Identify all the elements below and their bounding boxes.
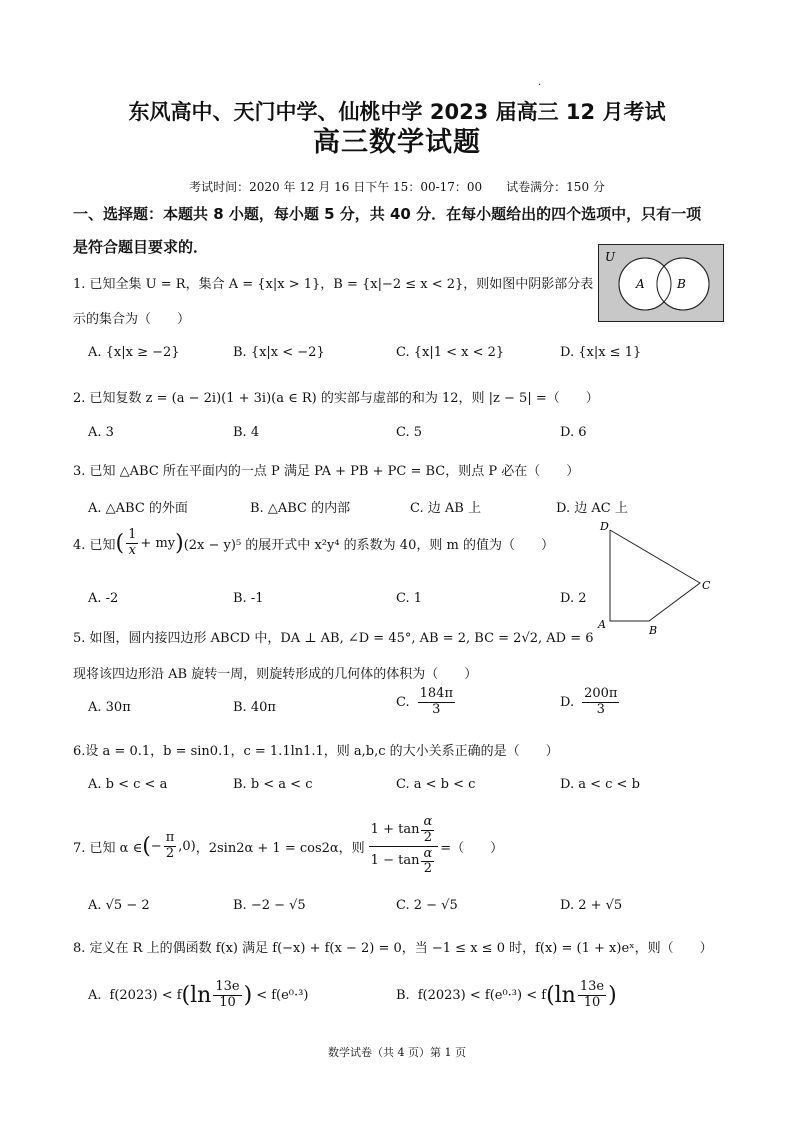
q2-option-a: A. 3 <box>88 425 114 440</box>
venn-label-u: U <box>605 250 616 264</box>
q4-option-a: A. -2 <box>88 591 119 606</box>
q8-b-label: B. <box>396 987 410 1003</box>
q1-stem: 1. 已知全集 U = R，集合 A = {x|x > 1}，B = {x|−2 ≤ x < 2}，则如图中阴影部分表 <box>73 277 594 292</box>
quad-label-b: B <box>649 624 658 637</box>
q7-den-half-angle <box>421 847 434 878</box>
q4-option-c: C. 1 <box>396 591 423 606</box>
subject-title: 高三数学试题 <box>313 127 481 158</box>
q4-pre: 4. 已知 <box>73 537 116 553</box>
q7-interval-tail: ,0) <box>178 838 196 854</box>
q1-option-d: D. {x|x ≤ 1} <box>560 345 642 360</box>
q5-d-den: 3 <box>596 701 605 717</box>
q8-b-num: 13e <box>579 979 605 994</box>
q5-option-a: A. 30π <box>88 700 131 715</box>
exam-info: 考试时间：2020 年 12 月 16 日下午 15：00-17：00 试卷满分：150 分 <box>189 180 605 194</box>
q8-a-part1: f(2023) < f <box>109 987 182 1003</box>
q3-option-d: D. 边 AC 上 <box>556 501 628 516</box>
venn-label-b: B <box>677 277 686 291</box>
q8-option-b <box>396 980 617 1011</box>
q8-a-ln-close: ) <box>243 982 253 1008</box>
q1-option-a: A. {x|x ≥ −2} <box>88 345 180 360</box>
q7-option-d: D. 2 + √5 <box>560 898 623 913</box>
q7-pi-fraction <box>164 831 177 862</box>
q7-stem <box>73 810 503 882</box>
q7-num-text: 1 + tan <box>370 821 420 837</box>
q7-pi: π <box>165 829 175 845</box>
quadrilateral-figure <box>596 518 716 638</box>
q4-post: (2x − y)⁵ 的展开式中 x²y⁴ 的系数为 40，则 m 的值为（ ） <box>183 537 554 553</box>
quad-label-a: A <box>598 618 606 631</box>
q7-numerator <box>369 815 439 847</box>
q1-option-c: C. {x|1 < x < 2} <box>396 345 505 360</box>
q1-stem-cont: 示的集合为（ ） <box>73 312 191 327</box>
q8-b-den: 10 <box>583 994 601 1010</box>
q5-option-d <box>560 687 621 718</box>
q5-option-c <box>396 687 457 718</box>
quad-label-c: C <box>702 579 711 592</box>
q4-frac-num: 1 <box>128 527 137 542</box>
quad-label-d: D <box>600 520 609 533</box>
q5-c-num: 184π <box>419 686 453 701</box>
q8-option-a <box>88 980 308 1011</box>
q1-option-b: B. {x|x < −2} <box>233 345 325 360</box>
q7-den-text: 1 − tan <box>370 853 420 869</box>
section-heading: 一、选择题：本题共 8 小题，每小题 5 分，共 40 分．在每小题给出的四个选项中，只有一项 <box>73 205 702 223</box>
q8-b-fraction <box>578 980 606 1011</box>
q7-denominator <box>369 847 439 878</box>
q3-option-b: B. △ABC 的内部 <box>250 501 351 516</box>
q6-option-d: D. a < c < b <box>560 777 640 792</box>
q7-den-two: 2 <box>423 861 432 877</box>
q7-num-alpha: α <box>423 813 433 829</box>
q7-condition: ，2sin2α + 1 = cos2α，则 <box>195 840 365 856</box>
exam-title: 东风高中、天门中学、仙桃中学 2023 届高三 12 月考试 <box>128 100 666 124</box>
q4-frac-den: x <box>128 542 136 558</box>
q3-option-a: A. △ABC 的外面 <box>88 501 188 516</box>
q6-option-b: B. b < a < c <box>233 777 313 792</box>
q5-option-b: B. 40π <box>233 700 276 715</box>
q2-option-c: C. 5 <box>396 425 423 440</box>
q7-post: =（ ） <box>440 840 504 856</box>
q5-option-d-fraction <box>582 687 619 718</box>
q3-stem: 3. 已知 △ABC 所在平面内的一点 P 满足 PA + PB + PC = BC，则点 P 必在（ ） <box>73 464 580 479</box>
q7-two: 2 <box>165 845 175 861</box>
q7-option-a: A. √5 − 2 <box>88 898 150 913</box>
q7-num-half-angle <box>421 815 434 846</box>
q4-lparen: ( <box>115 530 125 556</box>
q7-num-two: 2 <box>423 829 432 845</box>
section-heading-cont: 是符合题目要求的． <box>73 238 209 256</box>
q7-option-c: C. 2 − √5 <box>396 898 458 913</box>
q2-option-d: D. 6 <box>560 425 587 440</box>
q4-rparen: ) <box>175 530 184 556</box>
q2-option-b: B. 4 <box>233 425 260 440</box>
q5-c-den: 3 <box>432 701 441 717</box>
q4-option-d: D. 2 <box>560 591 587 606</box>
q7-pre: 7. 已知 α ∈ <box>73 840 143 856</box>
venn-label-a: A <box>636 277 645 291</box>
q6-option-a: A. b < c < a <box>88 777 168 792</box>
q8-b-part1: f(2023) < f(e⁰·³) < f <box>417 987 547 1003</box>
q5-stem-cont: 现将该四边形沿 AB 旋转一周，则旋转形成的几何体的体积为（ ） <box>73 667 478 682</box>
q5-option-c-label: C. <box>396 694 410 710</box>
q4-stem <box>73 528 554 559</box>
page-footer: 数学试卷（共 4 页）第 1 页 <box>328 1046 466 1059</box>
q4-mid: + my <box>140 535 176 551</box>
q8-b-ln-open: (ln <box>546 982 576 1008</box>
q8-a-fraction <box>213 980 241 1011</box>
q5-d-num: 200π <box>584 686 618 701</box>
q5-option-c-fraction <box>418 687 455 718</box>
q7-option-b: B. −2 − √5 <box>233 898 306 913</box>
q2-stem: 2. 已知复数 z = (a − 2i)(1 + 3i)(a ∈ R) 的实部与虚部的和为 12，则 |z − 5| =（ ） <box>73 391 599 406</box>
q8-a-num: 13e <box>215 979 240 994</box>
q8-a-part2: < f(e⁰·³) <box>256 987 309 1003</box>
q7-den-alpha: α <box>423 845 433 861</box>
dot-mark: · <box>538 80 542 91</box>
q7-main-fraction <box>369 815 439 878</box>
q6-option-c: C. a < b < c <box>396 777 476 792</box>
q8-a-label: A. <box>88 987 102 1003</box>
q5-option-d-label: D. <box>560 694 575 710</box>
q8-a-den: 10 <box>219 994 236 1010</box>
q8-a-ln-open: (ln <box>181 982 212 1008</box>
q4-option-b: B. -1 <box>233 591 264 606</box>
q3-option-c: C. 边 AB 上 <box>410 501 481 516</box>
q7-interval-open: ( <box>142 833 151 859</box>
q8-stem: 8. 定义在 R 上的偶函数 f(x) 满足 f(−x) + f(x − 2) = 0，当 −1 ≤ x ≤ 0 时，f(x) = (1 + x)eˣ，则（ ） <box>73 941 713 956</box>
q6-stem: 6.设 a = 0.1，b = sin0.1，c = 1.1ln1.1，则 a,b,c 的大小关系正确的是（ ） <box>73 744 559 759</box>
q5-stem: 5. 如图，圆内接四边形 ABCD 中，DA ⊥ AB, ∠D = 45°, AB = 2, BC = 2√2, AD = 6 <box>73 631 594 646</box>
q8-b-ln-close: ) <box>608 982 617 1008</box>
q4-fraction <box>126 528 138 559</box>
venn-diagram <box>598 244 724 322</box>
q7-minus: − <box>150 838 162 854</box>
